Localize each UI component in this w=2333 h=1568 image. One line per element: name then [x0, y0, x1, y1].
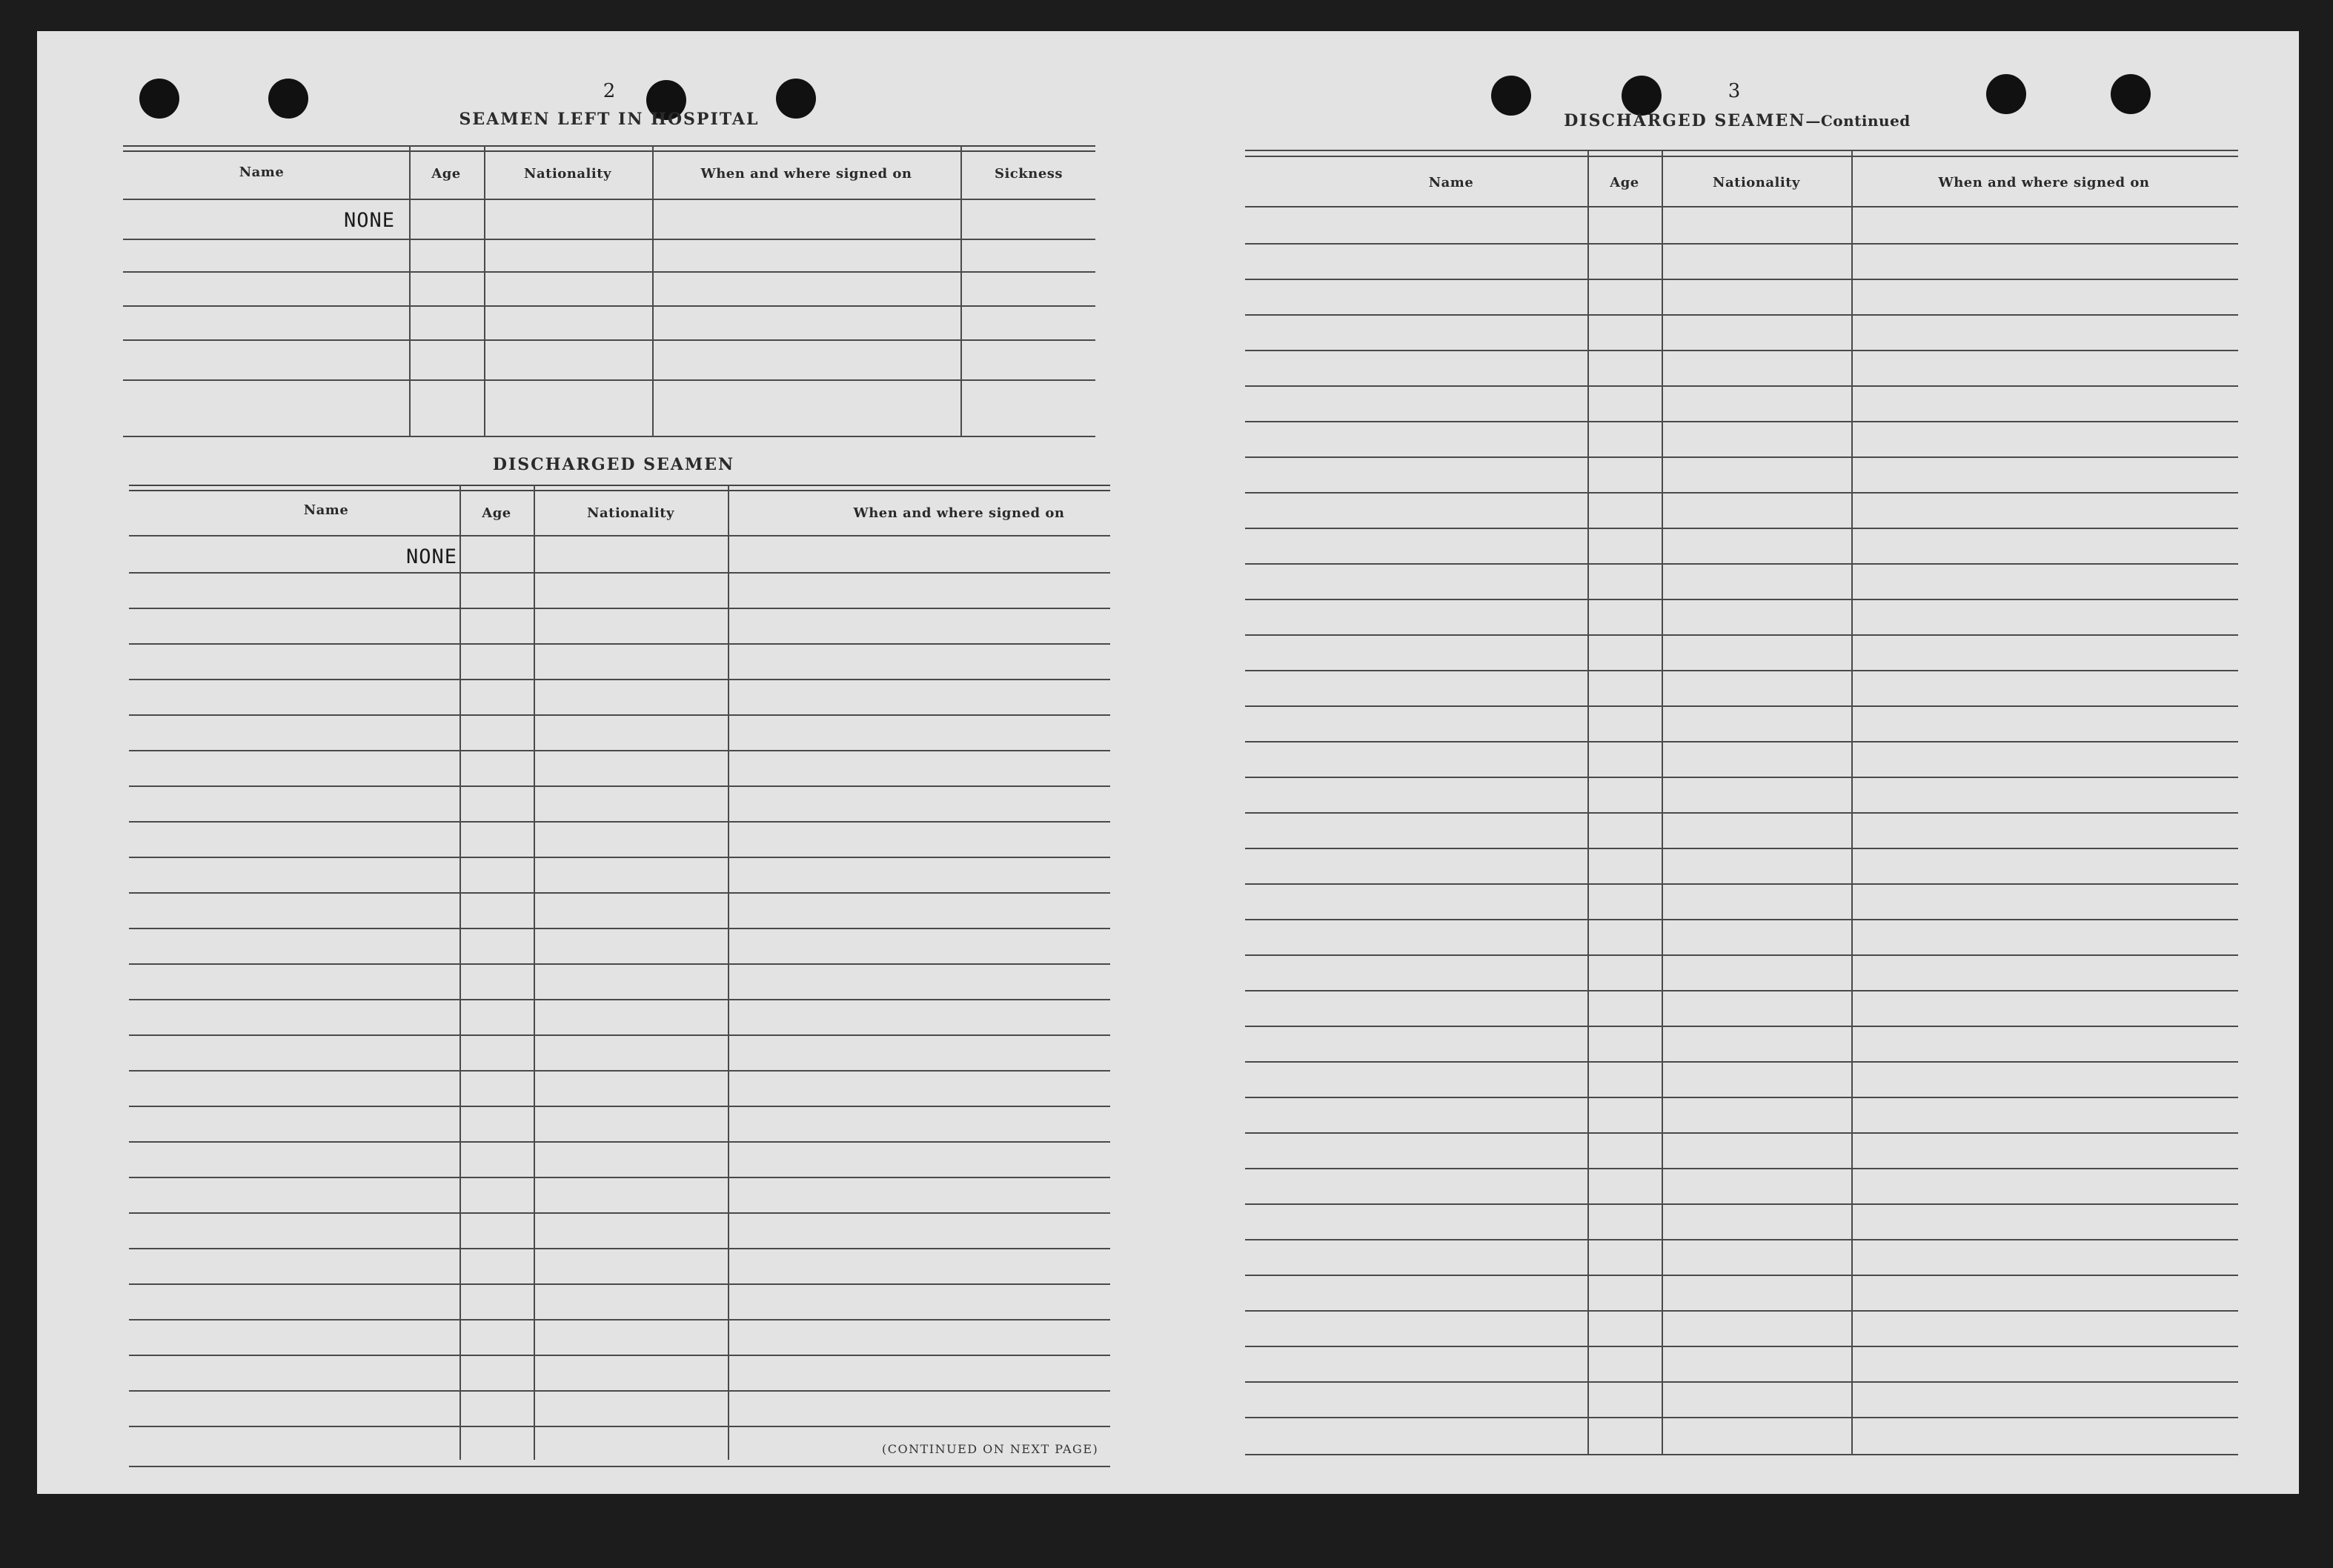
punch-hole: [139, 79, 179, 119]
discharged-table-right: [1245, 150, 2238, 1458]
row-rule: [1245, 954, 2238, 956]
col-nationality: Nationality: [587, 505, 674, 521]
header-rule: [123, 199, 1095, 200]
column-divider: [1851, 150, 1853, 1454]
column-divider: [484, 145, 485, 436]
col-nationality: Nationality: [524, 166, 611, 182]
row-rule: [129, 1426, 1110, 1427]
col-name: Name: [239, 165, 285, 180]
row-rule: [129, 1355, 1110, 1356]
row-rule: [129, 963, 1110, 965]
row-rule: [1245, 528, 2238, 529]
discharged-continued-title-text: DISCHARGED SEAMEN: [1564, 111, 1806, 130]
row-rule: [129, 679, 1110, 680]
row-rule: [129, 1106, 1110, 1107]
row-rule: [1245, 1168, 2238, 1169]
row-rule: [129, 892, 1110, 894]
row-rule: [123, 339, 1095, 341]
row-rule: [1245, 563, 2238, 565]
punch-hole: [1622, 76, 1662, 116]
row-rule: [129, 1034, 1110, 1036]
page-number-left: 2: [603, 80, 616, 102]
row-rule: [1245, 421, 2238, 422]
col-age: Age: [431, 166, 461, 182]
col-when-where: When and where signed on: [700, 166, 912, 182]
hospital-section-title: SEAMEN LEFT IN HOSPITAL: [459, 110, 760, 129]
punch-hole: [1986, 74, 2026, 114]
table-top-rule: [129, 485, 1110, 491]
punch-hole: [268, 79, 308, 119]
row-rule: [1245, 705, 2238, 707]
row-rule: [129, 1248, 1110, 1249]
table-bottom-rule: [123, 436, 1095, 437]
row-rule: [123, 379, 1095, 381]
row-rule: [1245, 456, 2238, 458]
row-rule: [1245, 741, 2238, 743]
col-age: Age: [1610, 175, 1639, 190]
column-divider: [1662, 150, 1663, 1454]
row-rule: [129, 785, 1110, 787]
row-rule: [123, 305, 1095, 307]
table-top-rule: [123, 145, 1095, 152]
row-rule: [129, 714, 1110, 716]
row-rule: [1245, 1381, 2238, 1383]
row-rule: [129, 572, 1110, 574]
row-rule: [1245, 1417, 2238, 1418]
row-rule: [1245, 1061, 2238, 1063]
document-sheet: [37, 31, 2299, 1494]
col-when-where: When and where signed on: [853, 505, 1065, 521]
row-rule: [1245, 1203, 2238, 1205]
row-rule: [1245, 1275, 2238, 1276]
row-rule: [123, 239, 1095, 240]
row-rule: [1245, 883, 2238, 885]
row-rule: [129, 857, 1110, 858]
row-rule: [129, 643, 1110, 645]
col-name: Name: [1428, 175, 1474, 190]
row-rule: [1245, 919, 2238, 920]
discharged-section-title: DISCHARGED SEAMEN: [492, 455, 735, 474]
row-rule: [129, 1212, 1110, 1214]
row-rule: [1245, 670, 2238, 671]
row-rule: [129, 608, 1110, 609]
punch-hole: [1491, 76, 1531, 116]
header-rule: [1245, 206, 2238, 207]
continued-footer: (CONTINUED ON NEXT PAGE): [882, 1442, 1099, 1456]
table-top-rule: [1245, 156, 2238, 157]
col-nationality: Nationality: [1713, 175, 1800, 190]
row-rule: [129, 1141, 1110, 1143]
row-rule: [129, 1070, 1110, 1072]
row-rule: [1245, 634, 2238, 636]
row-rule: [1245, 1026, 2238, 1027]
row-rule: [1245, 492, 2238, 494]
column-divider: [534, 485, 535, 1460]
col-sickness: Sickness: [994, 166, 1063, 182]
punch-hole: [2111, 74, 2151, 114]
page-number-right: 3: [1728, 80, 1741, 102]
row-rule: [1245, 990, 2238, 991]
row-rule: [1245, 314, 2238, 316]
col-when-where: When and where signed on: [1938, 175, 2150, 190]
row-rule: [1245, 1132, 2238, 1134]
header-rule: [129, 535, 1110, 536]
row-rule: [129, 999, 1110, 1000]
row-rule: [129, 1319, 1110, 1320]
row-rule: [1245, 350, 2238, 351]
table-bottom-rule: [129, 1466, 1110, 1467]
row-rule: [1245, 777, 2238, 778]
hospital-entry-none: NONE: [344, 209, 396, 232]
table-bottom-rule: [1245, 1454, 2238, 1455]
row-rule: [129, 1177, 1110, 1178]
row-rule: [1245, 1239, 2238, 1240]
row-rule: [129, 1390, 1110, 1392]
column-divider: [652, 145, 654, 436]
column-divider: [459, 485, 461, 1460]
row-rule: [1245, 1310, 2238, 1312]
discharged-continued-title: [1564, 111, 1911, 130]
row-rule: [1245, 385, 2238, 387]
punch-hole: [776, 79, 816, 119]
row-rule: [1245, 279, 2238, 280]
row-rule: [123, 271, 1095, 273]
col-name: Name: [303, 502, 349, 518]
row-rule: [129, 750, 1110, 751]
row-rule: [1245, 1346, 2238, 1347]
continued-suffix: —Continued: [1805, 112, 1911, 130]
column-divider: [960, 145, 962, 436]
column-divider: [728, 485, 729, 1460]
row-rule: [129, 821, 1110, 823]
row-rule: [129, 1283, 1110, 1285]
row-rule: [129, 928, 1110, 929]
row-rule: [1245, 599, 2238, 600]
column-divider: [1587, 150, 1589, 1454]
row-rule: [1245, 1097, 2238, 1098]
col-age: Age: [482, 505, 511, 521]
discharged-entry-none: NONE: [406, 545, 458, 568]
row-rule: [1245, 848, 2238, 849]
hospital-table: [123, 145, 1095, 439]
discharged-table-left: [129, 485, 1110, 1470]
column-divider: [409, 145, 411, 436]
row-rule: [1245, 812, 2238, 814]
row-rule: [1245, 243, 2238, 245]
table-top-rule: [1245, 150, 2238, 151]
